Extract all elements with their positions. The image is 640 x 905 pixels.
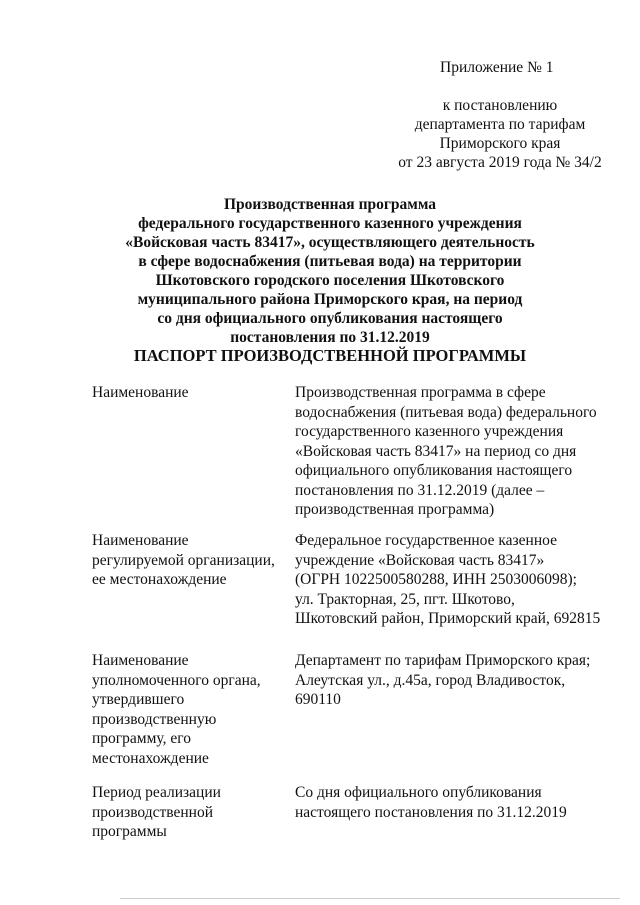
- row-value-line: Алеутская ул., д.45а, город Владивосток,: [295, 671, 566, 689]
- row-value-line: постановления по 31.12.2019 (далее –: [295, 481, 545, 499]
- page-edge-divider: [120, 898, 620, 899]
- row-value-line: Департамент по тарифам Приморского края;: [295, 652, 591, 669]
- row-value-line: водоснабжения (питьевая вода) федерального: [295, 403, 597, 421]
- row-value-line: ул. Тракторная, 25, пгт. Шкотово,: [295, 590, 515, 608]
- program-title-line: со дня официального опубликования настоящего: [157, 310, 503, 327]
- row-value: [295, 531, 625, 629]
- row-label: [92, 383, 292, 403]
- row-label-line: Наименование: [92, 384, 189, 401]
- appendix-line: от 23 августа 2019 года № 34/2: [398, 154, 602, 171]
- program-title-line: постановления по 31.12.2019: [230, 329, 430, 346]
- row-value-line: официального опубликования настоящего: [295, 462, 573, 479]
- row-value-line: государственного казенного учреждения: [295, 423, 564, 440]
- program-title-line: в сфере водоснабжения (питьевая вода) на территории: [138, 253, 522, 270]
- row-label-line: производственной: [92, 803, 214, 821]
- passport-heading: ПАСПОРТ ПРОИЗВОДСТВЕННОЙ ПРОГРАММЫ: [133, 346, 527, 365]
- row-value-line: Производственная программа в сфере: [295, 384, 546, 401]
- appendix-line: департамента по тарифам: [414, 116, 586, 133]
- row-value-line: Шкотовский район, Приморский край, 692815: [295, 610, 601, 627]
- row-label: [92, 783, 292, 842]
- row-label-line: утвердившего: [92, 691, 185, 708]
- row-label-line: производственную: [92, 710, 217, 728]
- row-value: [295, 783, 625, 822]
- row-value-line: 690110: [295, 691, 341, 708]
- row-value-line: настоящего постановления по 31.12.2019: [295, 803, 567, 821]
- program-title-line: Шкотовского городского поселения Шкотовского: [155, 272, 505, 289]
- row-value-line: производственная программа): [295, 501, 495, 518]
- row-value-line: учреждение «Войсковая часть 83417»: [295, 551, 545, 569]
- appendix-reference: [380, 96, 620, 172]
- program-title-line: федерального государственного казенного учреждения: [138, 215, 522, 232]
- program-title-line: муниципального района Приморского края, на период: [137, 291, 523, 308]
- row-value: [295, 383, 625, 520]
- row-label-line: программы: [92, 823, 167, 840]
- program-title-line: Производственная программа: [223, 196, 437, 213]
- row-label: [92, 651, 292, 768]
- appendix-line: к постановлению: [442, 97, 558, 114]
- row-label-line: местонахождение: [92, 749, 209, 767]
- row-label-line: Наименование: [92, 532, 189, 549]
- row-value-line: Со дня официального опубликования: [295, 784, 542, 801]
- row-label-line: Период реализации: [92, 784, 221, 801]
- row-value-line: «Войсковая часть 83417» на период со дня: [295, 442, 577, 460]
- row-label-line: ее местонахождение: [92, 571, 227, 588]
- row-label-line: Наименование: [92, 652, 189, 669]
- row-label-line: регулируемой организации,: [92, 551, 275, 569]
- appendix-title: Приложение № 1: [440, 59, 554, 76]
- row-label-line: программу, его: [92, 730, 191, 747]
- program-title-line: «Войсковая часть 83417», осуществляющего деятельность: [125, 234, 535, 251]
- row-value-line: (ОГРН 1022500580288, ИНН 2503006098);: [295, 571, 577, 588]
- row-label: [92, 531, 292, 590]
- row-value-line: Федеральное государственное казенное: [295, 532, 557, 549]
- row-label-line: уполномоченного органа,: [92, 671, 261, 689]
- appendix-line: Приморского края: [439, 135, 561, 152]
- row-value: [295, 651, 625, 710]
- program-title: [110, 195, 550, 347]
